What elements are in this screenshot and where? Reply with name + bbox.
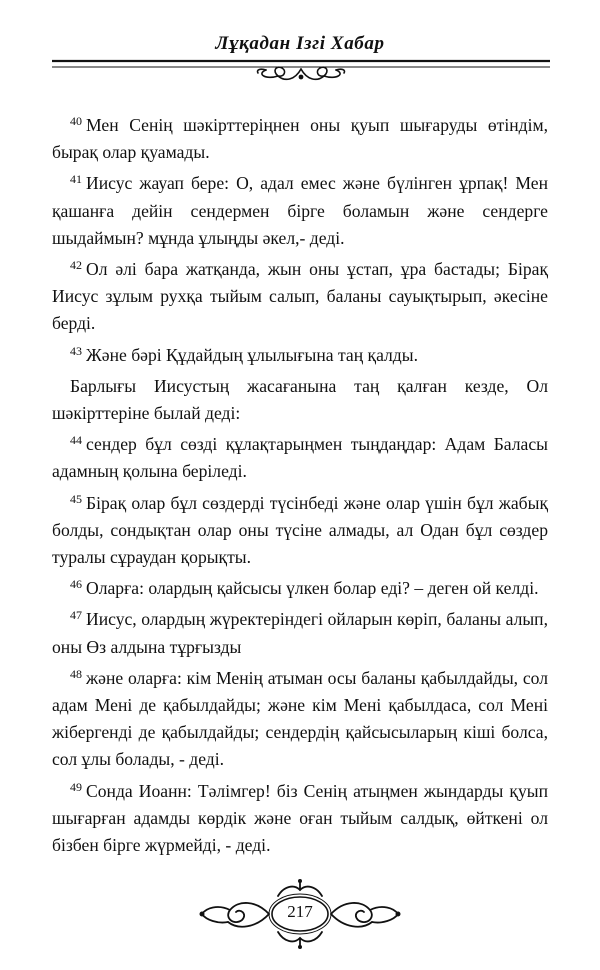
verse-text: Бірақ олар бұл сөздерді түсінбеді және олар үшін бұл жабық болды, сондықтан олар оны түсіне алмады, ал Одан бұл сөздер туралы сұраудан қорықты. (52, 492, 548, 568)
verse-text: Ол әлі бара жатқанда, жын оны ұстап, ұра бастады; Бірақ Иисус зұлым рухқа тыйым салып, баланы сауықтырып, әкесіне берді. (52, 259, 548, 334)
verse-45 (52, 490, 548, 572)
verse-text: және оларға: кім Менің атыман осы баланы қабылдайды, сол адам Мені де қабылдайды; және кім Мені қабылдаса, сол Мені жібергенді де қабылдайды; сендердің қайсысыларың кіші болса, сол ұлы болады, - деді. (52, 667, 548, 770)
verse-number: 46 (70, 577, 82, 592)
verse-number: 49 (70, 779, 82, 794)
verse-text: сендер бұл сөзді құлақтарыңмен тыңдаңдар: Адам Баласы адамның қолына беріледі. (52, 434, 548, 482)
verse-44 (52, 431, 548, 485)
verse-48 (52, 665, 548, 774)
verse-46 (52, 575, 548, 602)
verse-text: Мен Сенің шәкірттеріңнен оны қуып шығаруды өтіндім, бырақ олар қуамады. (52, 115, 548, 163)
verse-41 (52, 170, 548, 252)
header-ornament-rule (52, 58, 550, 88)
verse-number: 40 (70, 114, 82, 128)
verse-number: 42 (70, 258, 82, 273)
verse-number: 47 (70, 608, 82, 623)
verse-text: Оларға: олардың қайсысы үлкен болар еді? – деген ой келді. (86, 578, 539, 599)
verse-number: 43 (70, 343, 82, 358)
verse-text: Иисус жауап бере: О, адал емес және бүлінген ұрпақ! Мен қашанға дейін сендермен бірге боламын және сендерге шыдаймын? мұнда ұлыңды әкел,- деді. (52, 173, 548, 248)
verse-43 (52, 342, 548, 369)
verse-number: 48 (70, 666, 82, 681)
narrative-paragraph (52, 373, 548, 427)
verse-text: Және бәрі Құдайдың ұлылығына таң қалды. (86, 344, 418, 365)
verse-number: 45 (70, 491, 82, 506)
verse-text: Сонда Иоанн: Тәлімгер! біз Сенің атыңмен жындарды қуып шығарған адамды көрдік және оған тыйым салдық, өйткені ол бізбен бірге жүрмейді, - деді. (52, 780, 548, 856)
verse-42 (52, 256, 548, 338)
verse-40 (52, 112, 548, 166)
verse-number: 41 (70, 172, 82, 187)
narrative-text: Барлығы Иисустың жасағанына таң қалған кезде, Ол шәкірттеріне былай деді: (52, 375, 548, 424)
page-number: 217 (287, 902, 313, 921)
verse-text: Иисус, олардың жүректеріндегі ойларын көріп, баланы алып, оны Өз алдына тұрғызды (52, 609, 548, 657)
flourish-ornament-icon (257, 67, 344, 79)
verse-49 (52, 778, 548, 860)
verse-47 (52, 606, 548, 660)
running-header-title: Лұқадан Ізгі Хабар (215, 33, 385, 54)
verse-content (52, 112, 548, 863)
verse-number: 44 (70, 433, 82, 448)
